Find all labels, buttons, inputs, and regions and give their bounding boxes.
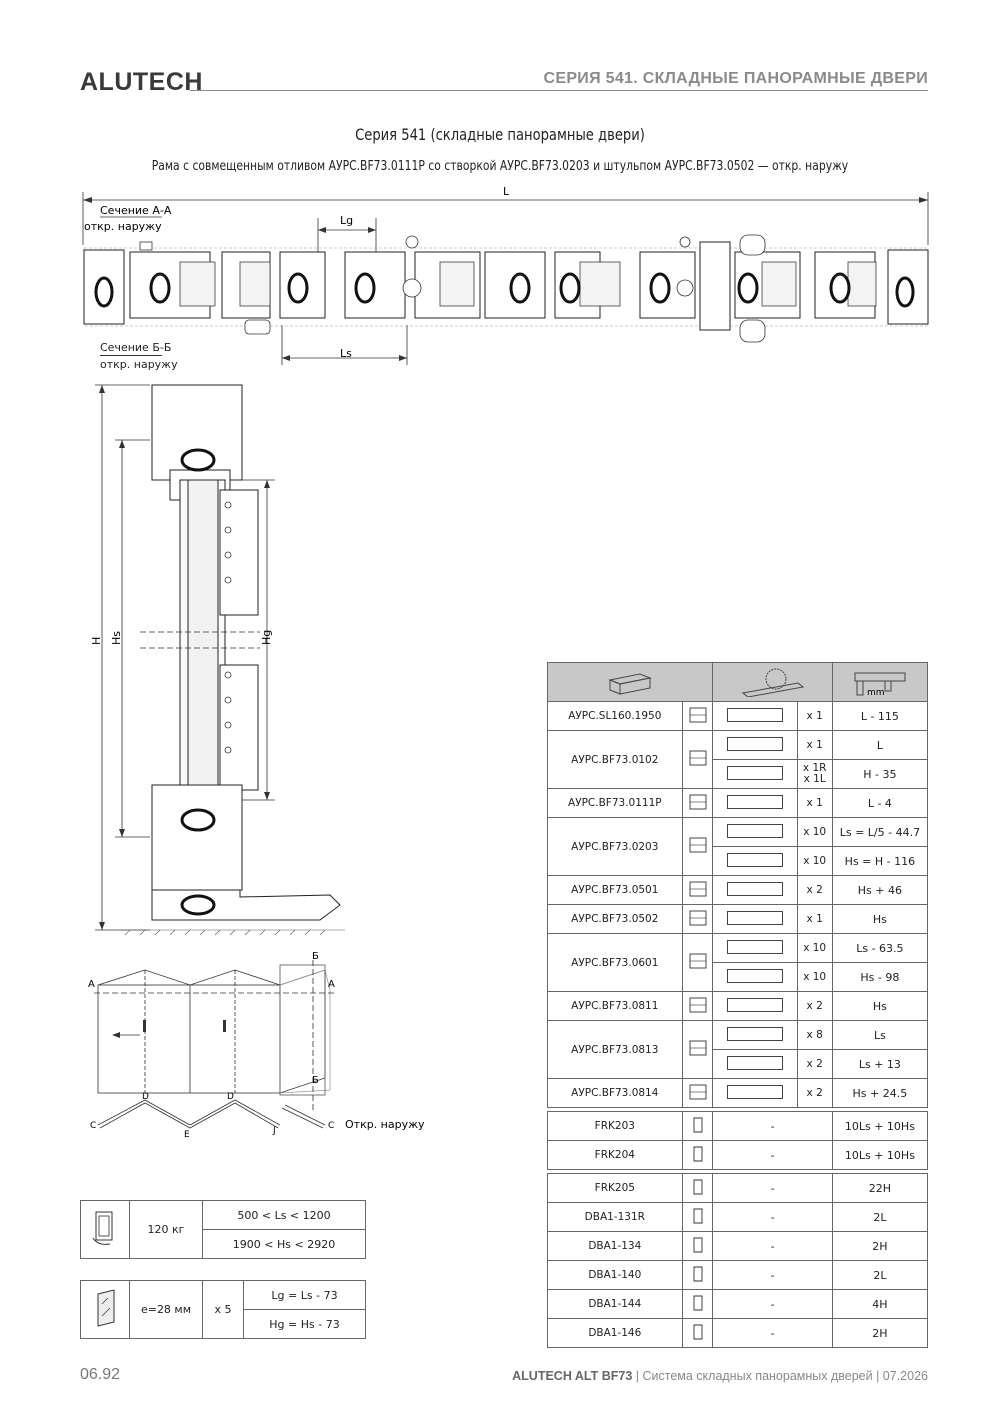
cut-length: Hs xyxy=(832,992,927,1021)
section-bb-title: Сечение Б-Б xyxy=(100,341,172,354)
section-aa-subtitle: откр. наружу xyxy=(84,220,162,233)
seal-length: 10Ls + 10Hs xyxy=(832,1141,927,1170)
parts-row xyxy=(548,789,928,818)
dim-hg-label: Hg xyxy=(260,629,273,645)
seal-row xyxy=(548,1290,928,1319)
glass-qty: x 5 xyxy=(203,1281,244,1339)
section-bb-drawing xyxy=(80,375,360,945)
marker-b-top: Б xyxy=(312,951,319,962)
dim-lg-label: Lg xyxy=(340,214,354,227)
fold-label-d-right: D xyxy=(227,1092,234,1102)
footer-product: ALUTECH ALT BF73 xyxy=(512,1369,633,1383)
cut-shape xyxy=(713,760,797,789)
part-profile-icon xyxy=(682,731,713,789)
seal-length: 2L xyxy=(832,1203,927,1232)
fold-label-j: J xyxy=(273,1126,276,1136)
cut-length: Hs xyxy=(832,905,927,934)
seal-length: 10Ls + 10Hs xyxy=(832,1112,927,1141)
parts-row xyxy=(548,1079,928,1108)
dim-l-label: L xyxy=(503,185,510,198)
footer-text xyxy=(512,1369,928,1383)
cut-qty: x 1 xyxy=(797,731,832,760)
seal-row xyxy=(548,1261,928,1290)
seal-length: 2L xyxy=(832,1261,927,1290)
seal-icon xyxy=(682,1290,713,1319)
cut-shape xyxy=(713,789,797,818)
cut-shape xyxy=(713,963,797,992)
door-icon-cell xyxy=(81,1201,130,1259)
profile-icon xyxy=(600,666,660,696)
seal-length: 4H xyxy=(832,1290,927,1319)
cut-qty: x 1R x 1L xyxy=(797,760,832,789)
cut-shape xyxy=(713,818,797,847)
brand-logo: ALUTECH xyxy=(80,68,203,96)
seal-length: 2H xyxy=(832,1232,927,1261)
parts-row xyxy=(548,818,928,847)
fold-label-c-right: C xyxy=(328,1121,335,1131)
section-bb-underline xyxy=(100,355,162,356)
range-hs: 1900 < Hs < 2920 xyxy=(203,1230,366,1259)
seal-qty: - xyxy=(713,1290,832,1319)
range-ls: 500 < Ls < 1200 xyxy=(203,1201,366,1230)
parts-row xyxy=(548,731,928,760)
cut-length: L - 115 xyxy=(832,702,927,731)
parts-row xyxy=(548,992,928,1021)
seal-code: DBA1-146 xyxy=(548,1319,683,1348)
caliper-icon xyxy=(845,665,915,697)
seal-icon xyxy=(682,1261,713,1290)
cut-length: L xyxy=(832,731,927,760)
cut-shape xyxy=(713,876,797,905)
part-code: АУРС.BF73.0811 xyxy=(548,992,683,1021)
cut-length: Ls - 63.5 xyxy=(832,934,927,963)
part-profile-icon xyxy=(682,702,713,731)
cut-qty: x 2 xyxy=(797,1050,832,1079)
fold-label-e: E xyxy=(184,1130,190,1140)
seal-code: FRK203 xyxy=(548,1112,683,1141)
caliper-unit: mm xyxy=(866,687,885,697)
series-title: СЕРИЯ 541. СКЛАДНЫЕ ПАНОРАМНЫЕ ДВЕРИ xyxy=(543,70,928,87)
seal-row xyxy=(548,1112,928,1141)
part-profile-icon xyxy=(682,1021,713,1079)
cut-length: Hs - 98 xyxy=(832,963,927,992)
glass-lg-formula: Lg = Ls - 73 xyxy=(244,1281,366,1310)
cut-qty: x 10 xyxy=(797,934,832,963)
footer-description: | Система складных панорамных дверей | 07.2026 xyxy=(632,1369,928,1383)
door-weight-icon xyxy=(90,1208,120,1248)
cut-length: Ls = L/5 - 44.7 xyxy=(832,818,927,847)
cut-qty: x 10 xyxy=(797,847,832,876)
part-profile-icon xyxy=(682,818,713,876)
cut-length: H - 35 xyxy=(832,760,927,789)
weight-value: 120 кг xyxy=(130,1201,203,1259)
cut-qty: x 1 xyxy=(797,789,832,818)
cut-qty: x 10 xyxy=(797,963,832,992)
seal-qty: - xyxy=(713,1232,832,1261)
header-saw-cell xyxy=(713,663,832,702)
seal-code: FRK204 xyxy=(548,1141,683,1170)
cut-qty: x 8 xyxy=(797,1021,832,1050)
seal-qty: - xyxy=(713,1174,832,1203)
seal-row xyxy=(548,1232,928,1261)
cut-length: Hs + 24.5 xyxy=(832,1079,927,1108)
part-profile-icon xyxy=(682,1079,713,1108)
part-profile-icon xyxy=(682,905,713,934)
seal-icon xyxy=(682,1203,713,1232)
parts-row xyxy=(548,934,928,963)
part-profile-icon xyxy=(682,934,713,992)
part-code: АУРС.BF73.0814 xyxy=(548,1079,683,1108)
cut-shape xyxy=(713,1079,797,1108)
drawing-title: Серия 541 (складные панорамные двери) xyxy=(355,125,645,144)
header-caliper-cell xyxy=(832,663,927,702)
glass-hg-formula: Hg = Hs - 73 xyxy=(244,1310,366,1339)
part-code: АУРС.BF73.0111Р xyxy=(548,789,683,818)
dim-hs-label: Hs xyxy=(110,630,123,645)
header-profile-cell xyxy=(548,663,713,702)
cut-shape xyxy=(713,1021,797,1050)
glass-table xyxy=(80,1280,366,1339)
part-code: АУРС.BF73.0501 xyxy=(548,876,683,905)
section-aa-title: Сечение А-А xyxy=(100,204,172,217)
parts-table-body xyxy=(548,663,928,1348)
seal-code: DBA1-140 xyxy=(548,1261,683,1290)
saw-icon xyxy=(738,665,808,697)
fold-label-c-left: C xyxy=(90,1121,97,1131)
seal-row xyxy=(548,1174,928,1203)
cut-shape xyxy=(713,992,797,1021)
dim-ls-label: Ls xyxy=(340,347,352,360)
part-profile-icon xyxy=(682,876,713,905)
seal-icon xyxy=(682,1112,713,1141)
marker-a-right: А xyxy=(328,979,335,990)
cut-qty: x 2 xyxy=(797,992,832,1021)
glass-thickness: e=28 мм xyxy=(130,1281,203,1339)
part-code: АУРС.BF73.0601 xyxy=(548,934,683,992)
seal-row xyxy=(548,1141,928,1170)
cut-shape xyxy=(713,1050,797,1079)
part-profile-icon xyxy=(682,992,713,1021)
part-code: АУРС.BF73.0102 xyxy=(548,731,683,789)
glass-icon-cell xyxy=(81,1281,130,1339)
cut-shape xyxy=(713,847,797,876)
part-profile-icon xyxy=(682,789,713,818)
seal-qty: - xyxy=(713,1203,832,1232)
cut-shape xyxy=(713,905,797,934)
parts-row xyxy=(548,702,928,731)
seal-icon xyxy=(682,1141,713,1170)
seal-qty: - xyxy=(713,1141,832,1170)
seal-icon xyxy=(682,1174,713,1203)
seal-code: FRK205 xyxy=(548,1174,683,1203)
seal-length: 22H xyxy=(832,1174,927,1203)
part-code: АУРС.BF73.0813 xyxy=(548,1021,683,1079)
opening-direction-label: Откр. наружу xyxy=(345,1118,425,1131)
seal-icon xyxy=(682,1232,713,1261)
seal-code: DBA1-131R xyxy=(548,1203,683,1232)
glass-pane-icon xyxy=(90,1286,120,1330)
marker-b-bottom: Б xyxy=(312,1075,319,1086)
fold-label-d-left: D xyxy=(142,1092,149,1102)
seal-icon xyxy=(682,1319,713,1348)
cut-qty: x 2 xyxy=(797,876,832,905)
cut-qty: x 1 xyxy=(797,702,832,731)
cut-qty: x 2 xyxy=(797,1079,832,1108)
seal-qty: - xyxy=(713,1112,832,1141)
dim-h-label: H xyxy=(90,636,103,645)
cut-shape xyxy=(713,934,797,963)
cut-qty: x 10 xyxy=(797,818,832,847)
seal-length: 2H xyxy=(832,1319,927,1348)
header-divider xyxy=(190,90,928,91)
seal-qty: - xyxy=(713,1261,832,1290)
section-bb-subtitle: откр. наружу xyxy=(100,358,178,371)
seal-qty: - xyxy=(713,1319,832,1348)
part-code: АУРС.BF73.0502 xyxy=(548,905,683,934)
seal-code: DBA1-144 xyxy=(548,1290,683,1319)
part-code: АУРС.BF73.0203 xyxy=(548,818,683,876)
page-number: 06.92 xyxy=(80,1366,121,1383)
cut-length: Ls xyxy=(832,1021,927,1050)
seal-row xyxy=(548,1203,928,1232)
parts-table xyxy=(547,662,928,1348)
cut-length: Hs + 46 xyxy=(832,876,927,905)
part-code: АУРС.SL160.1950 xyxy=(548,702,683,731)
marker-a-left: А xyxy=(88,979,95,990)
parts-row xyxy=(548,876,928,905)
cut-shape xyxy=(713,731,797,760)
parts-row xyxy=(548,905,928,934)
elevation-drawing xyxy=(80,950,440,1140)
cut-length: L - 4 xyxy=(832,789,927,818)
drawing-subtitle: Рама с совмещенным отливом АУРС.BF73.0111Р со створкой АУРС.BF73.0203 и штульпом АУРС.BF73.0502 — откр. наружу xyxy=(151,158,849,174)
parts-row xyxy=(548,1021,928,1050)
cut-qty: x 1 xyxy=(797,905,832,934)
seal-row xyxy=(548,1319,928,1348)
cut-length: Hs = H - 116 xyxy=(832,847,927,876)
seal-code: DBA1-134 xyxy=(548,1232,683,1261)
weight-limits-table xyxy=(80,1200,366,1259)
cut-shape xyxy=(713,702,797,731)
cut-length: Ls + 13 xyxy=(832,1050,927,1079)
